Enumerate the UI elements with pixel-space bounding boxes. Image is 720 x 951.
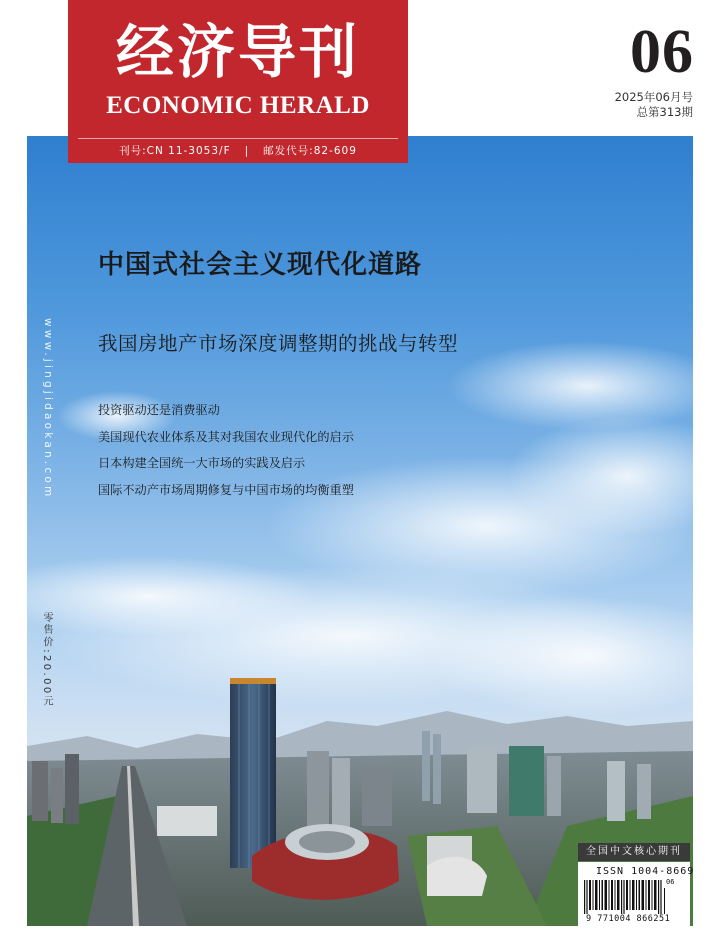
main-headline: 中国式社会主义现代化道路: [98, 250, 423, 280]
core-journal-badge: 全国中文核心期刊: [578, 843, 690, 861]
article-item: 投资驱动还是消费驱动: [98, 403, 220, 417]
barcode-addon: 06: [666, 878, 675, 886]
article-item: 日本构建全国统一大市场的实践及启示: [98, 456, 306, 470]
article-item: 美国现代农业体系及其对我国农业现代化的启示: [98, 429, 354, 444]
website-url: www.jingjidaokan.com: [42, 318, 54, 500]
issue-total: 总第313期: [636, 105, 693, 119]
masthead-meta: [68, 143, 408, 158]
postal-code: 邮发代号:82-609: [263, 145, 357, 157]
publication-number: 刊号:CN 11-3053/F: [119, 145, 231, 157]
masthead: [68, 0, 408, 163]
article-list: [98, 402, 354, 508]
issue-date: 2025年06月号: [614, 90, 693, 104]
secondary-headline: 我国房地产市场深度调整期的挑战与转型: [98, 332, 459, 355]
barcode-icon: [584, 880, 666, 914]
meta-separator: |: [244, 145, 250, 157]
issn-barcode-box: [578, 862, 695, 927]
masthead-divider: [78, 138, 398, 139]
article-item: 国际不动产市场周期修复与中国市场的均衡重塑: [98, 482, 354, 497]
magazine-title-en: ECONOMIC HERALD: [106, 92, 370, 119]
magazine-title-cn: 经济导刊: [115, 18, 360, 86]
barcode-number: 9 771004 866251: [586, 914, 671, 924]
issn-label: ISSN 1004-8669: [596, 866, 695, 877]
retail-price: 零售价:20.00元: [41, 612, 52, 708]
issue-number: 06: [630, 18, 694, 86]
